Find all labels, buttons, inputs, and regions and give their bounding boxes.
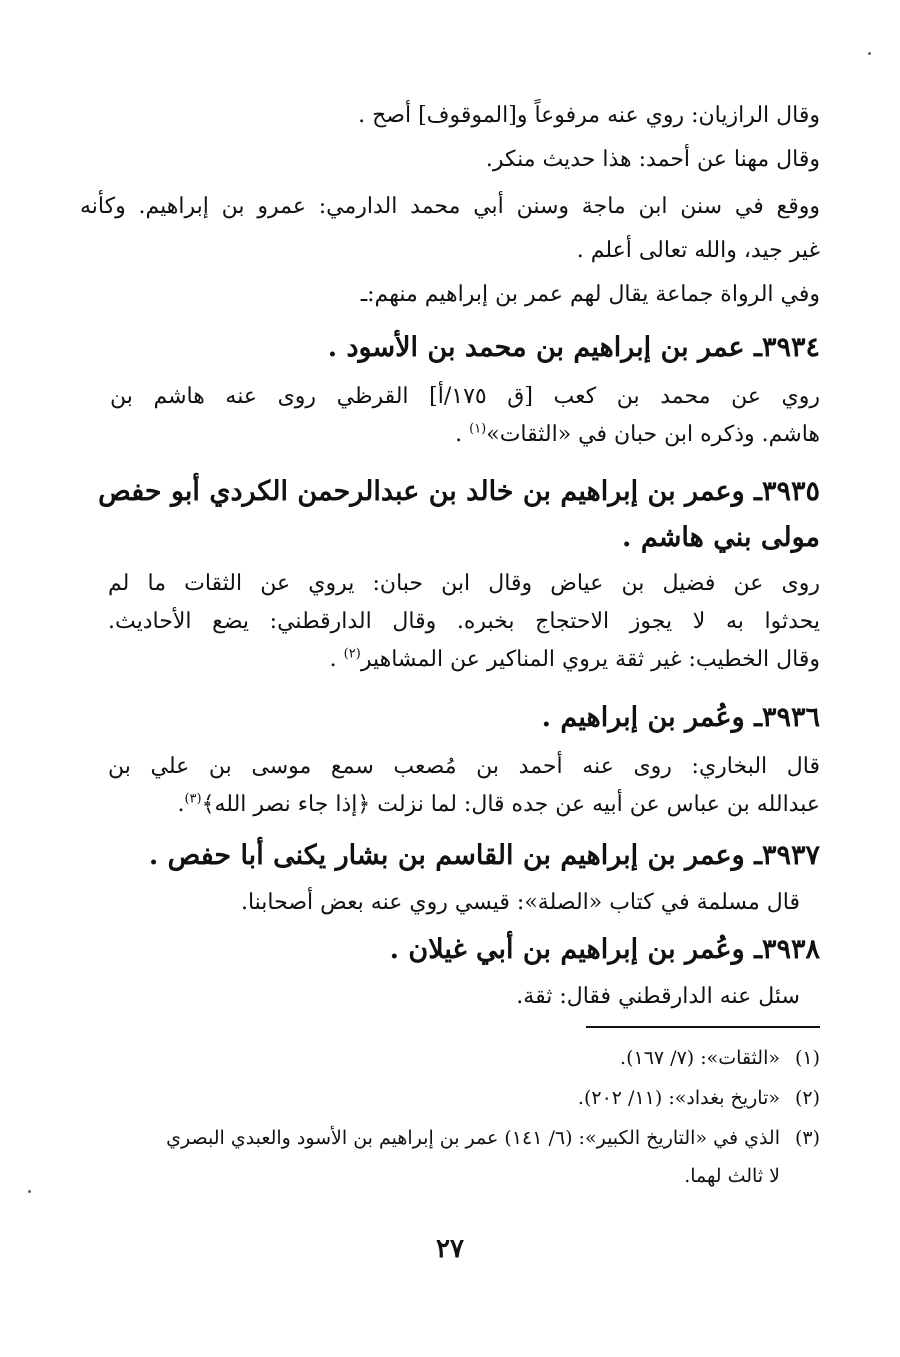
footnote [578, 1085, 820, 1111]
text-line: وفي الرواة جماعة يقال لهم عمر بن إبراهيم منهم:ـ [360, 282, 820, 307]
scan-speck [28, 1190, 31, 1193]
footnote-text: «الثقات»: (٧/ ١٦٧). [620, 1047, 780, 1069]
footnote-text: «تاريخ بغداد»: (١١/ ٢٠٢). [577, 1087, 780, 1109]
entry-text-line: عبدالله بن عباس عن أبيه عن جده قال: لما نزلت ﴿إذا جاء نصر الله﴾$^{(٣)}$. [177, 791, 820, 817]
entry-heading: ٣٩٣٦ـ وعُمر بن إبراهيم . [541, 702, 820, 733]
footnote [166, 1125, 820, 1151]
footnote-divider [586, 1026, 820, 1028]
page-number: ٢٧ [436, 1234, 464, 1264]
entry-heading-continued: مولى بني هاشم . [622, 522, 820, 553]
footnote-continued: لا ثالث لهما. [684, 1165, 780, 1187]
entry-heading: ٣٩٣٤ـ عمر بن إبراهيم بن محمد بن الأسود . [327, 332, 820, 363]
text-line: وقال الرازيان: روي عنه مرفوعاً و[الموقوف] أصح . [358, 103, 820, 128]
footnote-ref: (١) [469, 421, 487, 437]
footnote-number: (٣) [794, 1127, 820, 1149]
footnote-number: (١) [794, 1047, 820, 1069]
footnote-number: (٢) [794, 1087, 820, 1109]
entry-heading: ٣٩٣٨ـ وعُمر بن إبراهيم بن أبي غيلان . [389, 934, 820, 965]
entry-text-line: يحدثوا به لا يجوز الاحتجاج بخبره. وقال الدارقطني: يضع الأحاديث. [108, 609, 820, 634]
entry-text-line: روي عن محمد بن كعب [ق ١٧٥/أ] القرظي روى عنه هاشم بن [110, 384, 821, 409]
entry-text-line: هاشم. وذكره ابن حبان في «الثقات»$^{(١)}$ . [455, 421, 820, 447]
entry-heading: ٣٩٣٥ـ وعمر بن إبراهيم بن خالد بن عبدالرحمن الكردي أبو حفص [98, 476, 820, 507]
footnote-text: الذي في «التاريخ الكبير»: (٦/ ١٤١) عمر بن إبراهيم بن الأسود والعبدي البصري [166, 1127, 780, 1149]
text-line: غير جيد، والله تعالى أعلم . [576, 238, 820, 263]
scan-speck [868, 52, 871, 55]
entry-text-line: وقال الخطيب: غير ثقة يروي المناكير عن المشاهير$^{(٢)}$ . [329, 646, 820, 672]
entry-text-line: قال البخاري: روى عنه أحمد بن مُصعب سمع موسى بن علي بن [108, 754, 820, 779]
entry-text-line: روى عن فضيل بن عياض وقال ابن حبان: يروي عن الثقات ما لم [108, 571, 820, 596]
text-line: ووقع في سنن ابن ماجة وسنن أبي محمد الدارمي: عمرو بن إبراهيم. وكأنه [80, 194, 820, 219]
entry-heading: ٣٩٣٧ـ وعمر بن إبراهيم بن القاسم بن بشار يكنى أبا حفص . [148, 840, 820, 871]
footnote [620, 1045, 820, 1071]
footnote-ref: (٣) [184, 791, 202, 807]
text-line: وقال مهنا عن أحمد: هذا حديث منكر. [485, 147, 820, 172]
footnote-ref: (٢) [343, 646, 361, 662]
entry-text-line: قال مسلمة في كتاب «الصلة»: قيسي روي عنه بعض أصحابنا. [240, 890, 800, 915]
entry-text-line: سئل عنه الدارقطني فقال: ثقة. [516, 984, 800, 1009]
